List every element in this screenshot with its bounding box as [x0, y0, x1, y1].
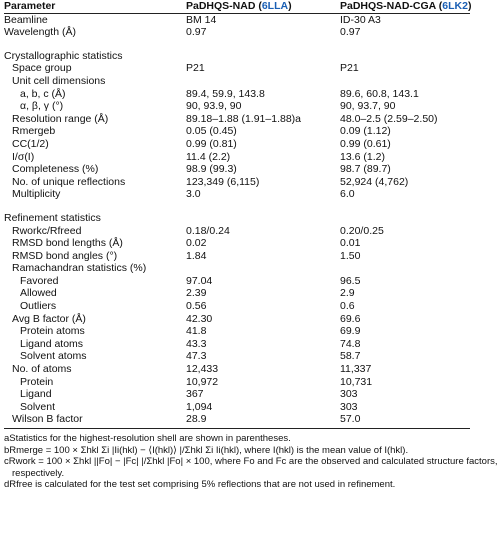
- row-value-6lk2: 0.09 (1.12): [340, 125, 391, 138]
- row-label: Ramachandran statistics (%): [12, 262, 147, 275]
- row-value-6lla: 0.97: [186, 26, 207, 39]
- row-value-6lla: 0.99 (0.81): [186, 137, 237, 150]
- section-heading-row: [4, 39, 470, 63]
- row-label: CC(1/2): [12, 137, 49, 150]
- row-value-6lla: 89.4, 59.9, 143.8: [186, 87, 265, 100]
- table-row: [4, 13, 470, 26]
- header-2-suffix: ): [467, 0, 472, 12]
- row-label: Wavelength (Å): [4, 26, 76, 39]
- footnote-d: dRfree is calculated for the test set comprising 5% reflections that are not used in refinement.: [4, 479, 396, 491]
- table-row: [4, 113, 470, 126]
- table-row: [4, 413, 470, 428]
- row-value-6lk2: 0.97: [340, 26, 361, 39]
- table-row: [4, 163, 470, 176]
- row-value-6lla: 42.30: [186, 312, 213, 325]
- row-value-6lk2: [340, 201, 470, 225]
- row-value-6lk2: 90, 93.7, 90: [340, 100, 396, 113]
- row-value-6lk2: 2.9: [340, 287, 355, 300]
- row-label: Outliers: [20, 300, 57, 313]
- table-row: [4, 363, 470, 376]
- row-value-6lk2: 303: [340, 388, 358, 401]
- row-value-6lk2: [340, 262, 470, 275]
- section-heading: Refinement statistics: [4, 211, 101, 224]
- row-value-6lla: 28.9: [186, 413, 340, 428]
- row-value-6lk2: [340, 75, 470, 88]
- table-row: [4, 262, 470, 275]
- header-2-prefix: PaDHQS-NAD-CGA (: [340, 0, 443, 12]
- row-value-6lk2: 69.9: [340, 325, 361, 338]
- row-label: Multiplicity: [12, 188, 61, 201]
- row-value-6lla: 97.04: [186, 274, 213, 287]
- row-value-6lla: 47.3: [186, 350, 207, 363]
- row-value-6lk2: 0.99 (0.61): [340, 137, 391, 150]
- row-value-6lk2: 13.6 (1.2): [340, 150, 385, 163]
- row-label: No. of unique reflections: [12, 175, 126, 188]
- table-row: [4, 88, 470, 101]
- row-value-6lla: 90, 93.9, 90: [186, 100, 242, 113]
- row-label: Ligand: [20, 388, 52, 401]
- table-row: [4, 376, 470, 389]
- footnote-c-continued: respectively.: [12, 467, 65, 479]
- row-value-6lla: 0.05 (0.45): [186, 125, 237, 138]
- row-value-6lk2: 6.0: [340, 188, 355, 201]
- table-row: [4, 300, 470, 313]
- row-value-6lla: [186, 39, 340, 63]
- row-value-6lk2: 303: [340, 400, 358, 413]
- footnote-b: bRmerge = 100 × Σhkl Σi |Ii(hkl) − ⟨I(hkl)⟩ |/Σhkl Σi Ii(hkl), where I(hkl) is the mean value of I(hkl).: [4, 444, 409, 456]
- row-value-6lk2: [340, 39, 470, 63]
- row-value-6lla: BM 14: [186, 13, 217, 26]
- row-value-6lk2: 10,731: [340, 375, 373, 388]
- row-label: Completeness (%): [12, 163, 99, 176]
- row-label: Wilson B factor: [4, 413, 186, 428]
- table-row: [4, 188, 470, 201]
- row-value-6lla: 12,433: [186, 363, 219, 376]
- row-value-6lk2: P21: [340, 62, 359, 75]
- header-parameter: Parameter: [4, 0, 186, 13]
- table-row: [4, 151, 470, 164]
- row-value-6lk2: 48.0–2.5 (2.59–2.50): [340, 112, 438, 125]
- table-row: [4, 138, 470, 151]
- row-value-6lk2: ID-30 A3: [340, 13, 381, 26]
- row-value-6lla: P21: [186, 62, 205, 75]
- row-label: Space group: [12, 62, 72, 75]
- table-row: [4, 401, 470, 414]
- table-row: [4, 125, 470, 138]
- section-heading-row: [4, 201, 470, 225]
- section-heading: Crystallographic statistics: [4, 49, 123, 62]
- row-value-6lk2: 69.6: [340, 312, 361, 325]
- row-value-6lk2: 96.5: [340, 274, 361, 287]
- header-structure-2: [340, 0, 470, 13]
- row-value-6lla: [186, 201, 340, 225]
- row-value-6lla: 2.39: [186, 287, 207, 300]
- row-value-6lla: 1.84: [186, 249, 207, 262]
- row-value-6lk2: 0.20/0.25: [340, 224, 384, 237]
- row-value-6lk2: 0.6: [340, 300, 355, 313]
- row-value-6lla: 0.56: [186, 300, 207, 313]
- table-row: [4, 75, 470, 88]
- row-value-6lla: 43.3: [186, 337, 207, 350]
- row-label: Protein atoms: [20, 325, 85, 338]
- row-label: a, b, c (Å): [20, 87, 66, 100]
- table-row: [4, 26, 470, 39]
- row-label: RMSD bond lengths (Å): [12, 237, 123, 250]
- table-row: [4, 325, 470, 338]
- row-label: Protein: [20, 375, 54, 388]
- row-value-6lla: 0.18/0.24: [186, 224, 230, 237]
- row-label: No. of atoms: [12, 363, 72, 376]
- row-value-6lla: [186, 75, 340, 88]
- row-value-6lla: 10,972: [186, 375, 219, 388]
- table-row: [4, 338, 470, 351]
- row-label: Rmergeb: [12, 125, 56, 138]
- table-row: [4, 250, 470, 263]
- table-footnotes: [4, 433, 498, 491]
- row-label: Solvent atoms: [20, 350, 87, 363]
- row-value-6lk2: 98.7 (89.7): [340, 163, 391, 176]
- table-row: [4, 313, 470, 326]
- table-row: [4, 350, 470, 363]
- row-value-6lk2: 52,924 (4,762): [340, 175, 409, 188]
- footnote-a: aStatistics for the highest-resolution shell are shown in parentheses.: [4, 433, 291, 444]
- row-value-6lla: 11.4 (2.2): [186, 150, 231, 163]
- row-label: Allowed: [20, 287, 57, 300]
- row-label: Beamline: [4, 13, 48, 26]
- row-value-6lla: 123,349 (6,115): [186, 175, 260, 188]
- table-header-row: [4, 0, 470, 13]
- header-1-suffix: ): [288, 0, 292, 12]
- row-value-6lk2: 1.50: [340, 249, 361, 262]
- row-value-6lla: 0.02: [186, 237, 207, 250]
- row-label: Resolution range (Å): [12, 112, 109, 125]
- row-label: Unit cell dimensions: [12, 74, 106, 87]
- row-value-6lk2: 57.0: [340, 413, 470, 428]
- pdb-link-6lk2[interactable]: 6LK2: [442, 0, 468, 12]
- row-value-6lk2: 58.7: [340, 350, 361, 363]
- row-value-6lla: 41.8: [186, 325, 207, 338]
- header-structure-1: [186, 0, 340, 13]
- table-row: [4, 100, 470, 113]
- table-row: [4, 62, 470, 75]
- table-row: [4, 237, 470, 250]
- statistics-table: [4, 0, 470, 429]
- row-value-6lla: 3.0: [186, 188, 201, 201]
- table-row: [4, 225, 470, 238]
- row-value-6lk2: 89.6, 60.8, 143.1: [340, 87, 419, 100]
- row-value-6lla: 89.18–1.88 (1.91–1.88)a: [186, 112, 302, 125]
- row-label: RMSD bond angles (°): [12, 249, 118, 262]
- row-label: Avg B factor (Å): [12, 312, 86, 325]
- pdb-link-6lla[interactable]: 6LLA: [261, 0, 289, 12]
- row-label: Ligand atoms: [20, 337, 84, 350]
- row-value-6lk2: 11,337: [340, 363, 372, 376]
- row-label: α, β, γ (°): [20, 100, 64, 113]
- table-row: [4, 388, 470, 401]
- row-value-6lla: 1,094: [186, 400, 213, 413]
- row-label: Favored: [20, 274, 59, 287]
- footnote-c: cRwork = 100 × Σhkl ||Fo| − |Fc| |/Σhkl |Fo| × 100, where Fo and Fc are the observed and calculated structure factors,: [4, 456, 498, 468]
- row-value-6lk2: 0.01: [340, 237, 361, 250]
- row-value-6lla: 98.9 (99.3): [186, 163, 237, 176]
- row-value-6lla: [186, 262, 340, 275]
- row-label: Rworkc/Rfreed: [12, 224, 82, 237]
- table-row: [4, 287, 470, 300]
- table-row: [4, 176, 470, 189]
- row-value-6lk2: 74.8: [340, 337, 361, 350]
- table-row: [4, 275, 470, 288]
- row-label: I/σ(I): [12, 150, 35, 163]
- row-value-6lla: 367: [186, 388, 204, 401]
- header-1-prefix: PaDHQS-NAD (: [186, 0, 262, 12]
- row-label: Solvent: [20, 400, 56, 413]
